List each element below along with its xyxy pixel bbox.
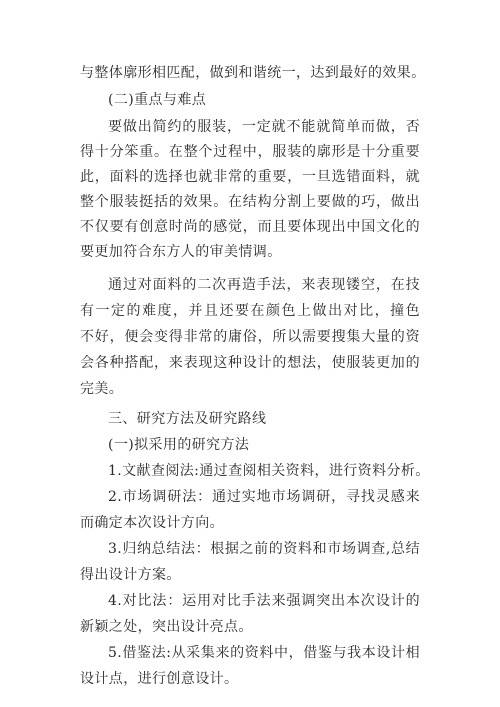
method-item: 5.借鉴法:从采集来的资料中，借鉴与我本设计相 — [108, 645, 420, 661]
paragraph-line: 新颖之处，突出设计亮点。 — [80, 619, 253, 635]
method-item: 3.归纳总结法：根据之前的资料和市场调查,总结 — [108, 541, 420, 557]
paragraph-line: 有一定的难度，并且还要在颜色上做出对比，撞色 — [80, 303, 420, 319]
section-heading: 三、研究方法及研究路线 — [108, 411, 267, 427]
paragraph-line: 通过对面料的二次再造手法，来表现镂空，在技 — [108, 277, 420, 293]
paragraph-line: 不好，便会变得非常的庸俗，所以需要搜集大量的资 — [80, 329, 420, 345]
paragraph-line: 要更加符合东方人的审美情调。 — [80, 244, 282, 260]
paragraph-line: 而确定本次设计方向。 — [80, 515, 224, 531]
paragraph-line: 整个服装挺括的效果。在结构分割上要做的巧，做出 — [80, 194, 420, 210]
paragraph-line: 完美。 — [80, 381, 124, 397]
subsection-heading: (一)拟采用的研究方法 — [108, 437, 250, 453]
paragraph-line: 设计点，进行创意设计。 — [80, 671, 239, 687]
paragraph-line: 会各种搭配，来表现这种设计的想法，使服装更加的 — [80, 355, 420, 371]
method-item: 2.市场调研法：通过实地市场调研，寻找灵感来 — [108, 489, 420, 505]
paragraph-line: 此，面料的选择也就非常的重要，一旦选错面料，就 — [80, 169, 420, 185]
method-item: 4.对比法：运用对比手法来强调突出本次设计的 — [108, 593, 420, 609]
paragraph-line: 得出设计方案。 — [80, 567, 181, 583]
method-item: 1.文献查阅法:通过查阅相关资料，进行资料分析。 — [108, 463, 430, 479]
paragraph-line: 与整体廓形相匹配，做到和谐统一，达到最好的效果。 — [80, 65, 426, 81]
paragraph-line: 得十分笨重。在整个过程中，服装的廓形是十分重要 — [80, 144, 420, 160]
section-heading: (二)重点与难点 — [108, 92, 207, 108]
paragraph-line: 不仅要有创意时尚的感觉，而且要体现出中国文化的 — [80, 219, 420, 235]
paragraph-line: 要做出简约的服装，一定就不能就简单而做，否 — [108, 119, 420, 135]
